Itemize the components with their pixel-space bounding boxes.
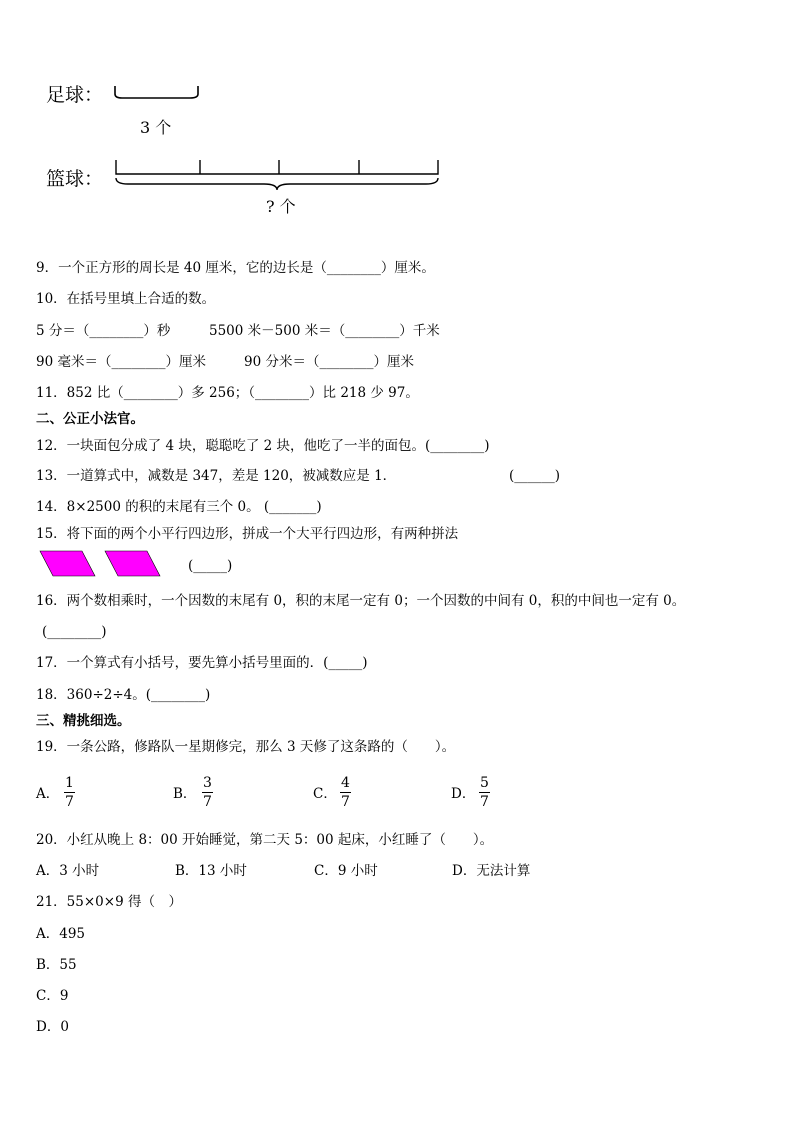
question-13-answer: (______) (509, 468, 561, 484)
question-15-answer: (_____) (188, 558, 233, 574)
question-10-c: 90 毫米＝（________）厘米 (36, 354, 206, 370)
q19-option-d-fraction (479, 775, 490, 810)
q21-option-c: C．9 (36, 988, 69, 1004)
q19-option-a-letter: A． (36, 786, 60, 802)
q20-option-a: A．3 小时 (36, 863, 100, 879)
q19-option-d-den: 7 (480, 794, 489, 810)
question-18: 18．360÷2÷4。(________) (36, 687, 211, 703)
section-3-heading: 三、精挑细选。 (36, 713, 131, 729)
question-10-a: 5 分＝（________）秒 (36, 323, 171, 339)
question-10-b: 5500 米－500 米＝（________）千米 (209, 323, 440, 339)
question-19: 19．一条公路，修路队一星期修完，那么 3 天修了这条路的（ ）。 (36, 739, 456, 755)
q21-option-b: B．55 (36, 957, 77, 973)
section-2-heading: 二、公正小法官。 (36, 411, 144, 427)
football-label: 足球： (46, 84, 104, 106)
q20-option-d: D．无法计算 (452, 863, 531, 879)
question-14: 14．8×2500 的积的末尾有三个 0。 (_______) (36, 499, 322, 515)
basketball-count: ? 个 (266, 197, 296, 216)
q19-option-c-num: 4 (341, 775, 350, 791)
question-16-answer: (________) (42, 624, 107, 640)
q19-option-d-letter: D． (451, 786, 476, 802)
q19-option-b-letter: B． (173, 786, 197, 802)
question-9: 9．一个正方形的周长是 40 厘米，它的边长是（________）厘米。 (36, 260, 435, 276)
q20-option-b: B．13 小时 (175, 863, 247, 879)
question-10: 10．在括号里填上合适的数。 (36, 291, 216, 307)
parallelogram-pair (40, 550, 170, 580)
q19-option-b-den: 7 (203, 794, 212, 810)
question-17: 17．一个算式有小括号，要先算小括号里面的．(_____) (36, 655, 368, 671)
question-21: 21．55×0×9 得（ ） (36, 894, 182, 910)
q19-option-c-den: 7 (341, 794, 350, 810)
basketball-label: 篮球： (46, 168, 104, 190)
q19-option-d-num: 5 (480, 775, 489, 791)
q19-option-b-fraction (202, 775, 213, 810)
q19-option-a-fraction (64, 775, 75, 810)
q19-option-c-fraction (340, 775, 351, 810)
football-brace (114, 84, 214, 104)
q21-option-a: A．495 (36, 926, 86, 942)
question-15: 15．将下面的两个小平行四边形，拼成一个大平行四边形，有两种拼法 (36, 526, 459, 542)
basketball-segments (114, 158, 444, 198)
question-11: 11．852 比（________）多 256；（________）比 218 少 97。 (36, 385, 419, 401)
q19-option-a-den: 7 (65, 794, 74, 810)
q19-option-b-num: 3 (203, 775, 212, 791)
question-16: 16．两个数相乘时，一个因数的末尾有 0，积的末尾一定有 0；一个因数的中间有 0，积的中间也一定有 0。 (36, 593, 686, 609)
q19-option-a-num: 1 (65, 775, 74, 791)
question-12: 12．一块面包分成了 4 块，聪聪吃了 2 块，他吃了一半的面包。(________) (36, 438, 490, 454)
question-13: 13．一道算式中，减数是 347，差是 120，被减数应是 1． (36, 468, 397, 484)
football-count: 3 个 (140, 118, 172, 137)
q20-option-c: C．9 小时 (314, 863, 378, 879)
question-10-d: 90 分米＝（________）厘米 (244, 354, 414, 370)
q19-option-c-letter: C． (313, 786, 337, 802)
q21-option-d: D．0 (36, 1019, 69, 1035)
question-20: 20．小红从晚上 8：00 开始睡觉，第二天 5：00 起床，小红睡了（ ）。 (36, 832, 494, 848)
